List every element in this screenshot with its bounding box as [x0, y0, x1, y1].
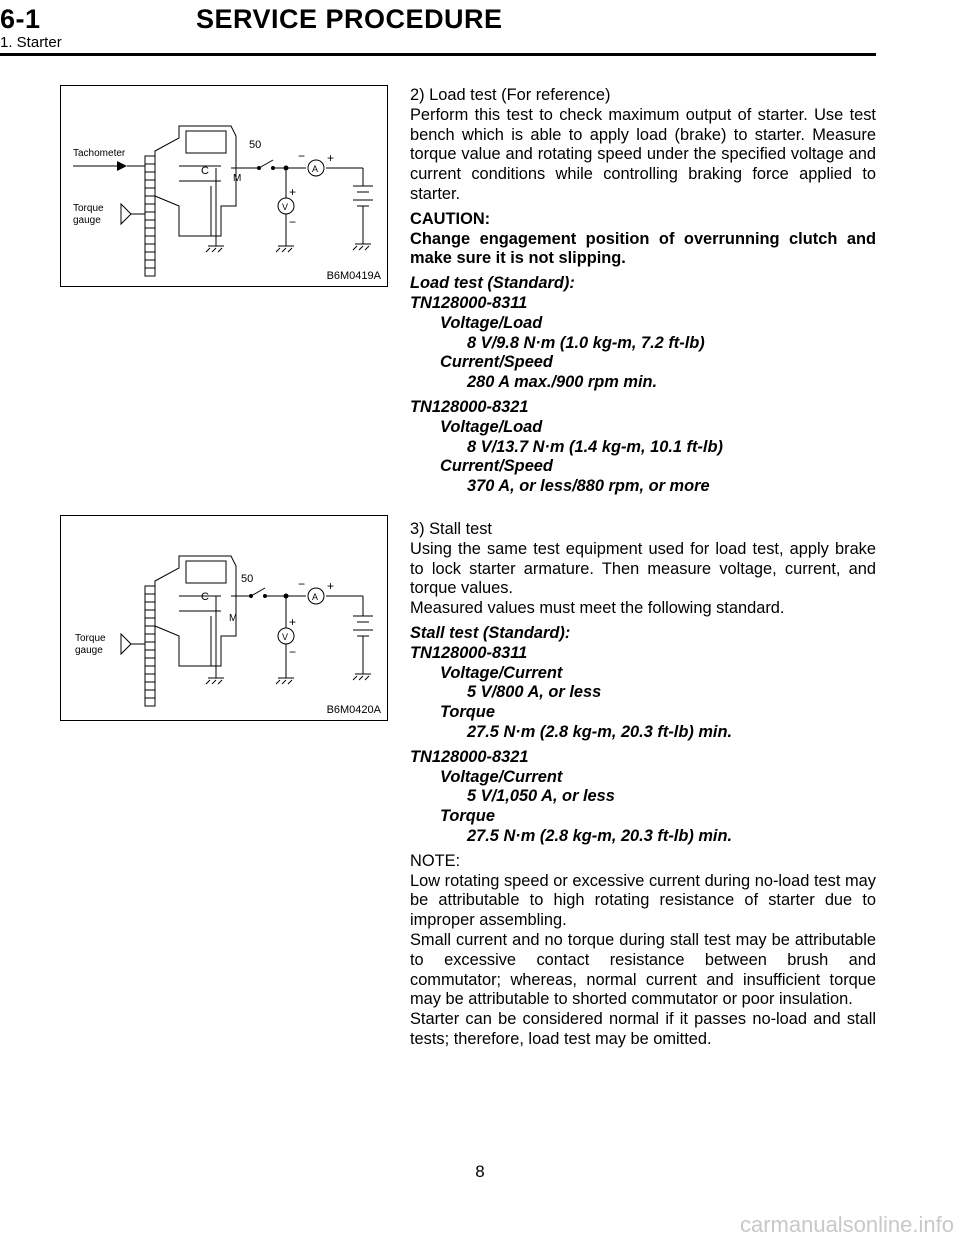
stall-model-1: TN128000-8311	[410, 643, 528, 662]
svg-text:V: V	[282, 202, 289, 212]
svg-text:+: +	[327, 151, 335, 165]
ammeter-icon	[298, 149, 334, 176]
note-title: NOTE:	[410, 851, 461, 870]
svg-text:−: −	[298, 149, 306, 163]
section-subtitle: 1. Starter	[0, 34, 62, 51]
terminal-m-label: M	[233, 173, 242, 184]
stall-std-title: Stall test (Standard):	[410, 623, 571, 642]
load-model-1: TN128000-8311	[410, 293, 528, 312]
caution-title: CAUTION:	[410, 209, 491, 228]
load-test-figure	[60, 85, 388, 287]
stall-m2-vc-label: Voltage/Current	[440, 767, 563, 786]
stall-test-figure	[60, 515, 388, 721]
load-m1-cs-label: Current/Speed	[440, 353, 553, 372]
stall-test-body-2: Measured values must meet the following standard.	[410, 599, 785, 618]
svg-text:−: −	[289, 645, 297, 659]
stall-m2-t-value: 27.5 N·m (2.8 kg-m, 20.3 ft-lb) min.	[467, 826, 733, 845]
svg-text:+: +	[289, 615, 297, 629]
starter-motor	[155, 126, 236, 236]
load-m2-vl-label: Voltage/Load	[440, 417, 543, 436]
torque-gauge-label-2: gauge	[73, 215, 101, 226]
load-model-2: TN128000-8321	[410, 397, 529, 416]
svg-text:+: +	[289, 185, 297, 199]
page-number: 8	[475, 1162, 485, 1181]
load-test-body: Perform this test to check maximum output of starter. Use test bench which is able to apply load (brake) to starter. Measure torque value and rotating speed under the specified voltage and current conditions while controlling braking force applied to starter.	[410, 105, 876, 203]
load-m2-vl-value: 8 V/13.7 N·m (1.4 kg-m, 10.1 ft-lb)	[467, 437, 723, 456]
note-paragraph-2: Small current and no torque during stall test may be attributable to excessive contact resistance between brush and commutator; whereas, normal current and insufficient torque may be attributable to shorted commutator or poor insulation.	[410, 930, 876, 1009]
page-title: SERVICE PROCEDURE	[196, 4, 503, 34]
note-paragraph-3: Starter can be considered normal if it passes no-load and stall tests; therefore, load test may be omitted.	[410, 1010, 876, 1048]
flywheel-gear	[145, 586, 155, 706]
ground-icons	[206, 246, 369, 252]
load-test-section	[410, 86, 876, 497]
ammeter-icon	[298, 577, 334, 604]
svg-text:+: +	[327, 579, 335, 593]
load-m2-cs-label: Current/Speed	[440, 457, 553, 476]
figure-code: B6M0419A	[326, 270, 381, 282]
stall-m1-t-label: Torque	[440, 703, 495, 722]
note-paragraph-1: Low rotating speed or excessive current during no-load test may be attributable to high rotating resistance of starter due to improper assembling.	[410, 871, 876, 930]
load-std-title: Load test (Standard):	[410, 274, 575, 293]
svg-text:−: −	[289, 215, 297, 229]
terminal-m-label: M	[229, 613, 238, 624]
stall-m2-t-label: Torque	[440, 807, 495, 826]
svg-text:−: −	[298, 577, 306, 591]
stall-test-diagram	[61, 516, 389, 722]
torque-gauge-label-1: Torque	[73, 203, 104, 214]
stall-m2-vc-value: 5 V/1,050 A, or less	[467, 787, 615, 806]
torque-gauge-label-2: gauge	[75, 645, 103, 656]
voltmeter-icon	[278, 615, 296, 659]
load-test-heading: 2) Load test (For reference)	[410, 86, 611, 104]
load-m1-vl-label: Voltage/Load	[440, 313, 543, 332]
terminal-c-label: C	[201, 591, 209, 603]
stall-model-2: TN128000-8321	[410, 747, 529, 766]
starter-motor	[155, 556, 236, 666]
figure-code: B6M0420A	[326, 704, 381, 716]
terminal-50-label: 50	[249, 139, 262, 151]
stall-test-heading: 3) Stall test	[410, 520, 492, 538]
watermark: carmanualsonline.info	[739, 1212, 954, 1237]
load-m2-cs-value: 370 A, or less/880 rpm, or more	[467, 477, 710, 496]
load-m1-vl-value: 8 V/9.8 N·m (1.0 kg-m, 7.2 ft-lb)	[467, 333, 705, 352]
load-test-diagram	[61, 86, 389, 288]
caution-body: Change engagement position of overrunning clutch and make sure it is not slipping.	[410, 229, 876, 268]
voltmeter-icon	[278, 185, 296, 229]
svg-text:A: A	[312, 164, 319, 174]
stall-m1-vc-label: Voltage/Current	[440, 663, 563, 682]
terminal-c-label: C	[201, 165, 209, 177]
stall-m1-vc-value: 5 V/800 A, or less	[467, 683, 602, 702]
ground-icons	[206, 676, 369, 684]
svg-text:V: V	[282, 632, 289, 642]
header-rule	[0, 53, 876, 56]
tachometer-label: Tachometer	[73, 148, 126, 159]
torque-gauge-label-1: Torque	[75, 633, 106, 644]
stall-m1-t-value: 27.5 N·m (2.8 kg-m, 20.3 ft-lb) min.	[467, 722, 733, 741]
svg-text:A: A	[312, 592, 319, 602]
load-m1-cs-value: 280 A max./900 rpm min.	[467, 373, 658, 392]
stall-test-section	[410, 520, 876, 1050]
terminal-50-label: 50	[241, 573, 254, 585]
flywheel-gear	[145, 156, 155, 276]
stall-test-body: Using the same test equipment used for load test, apply brake to lock starter armature. Then measure voltage, current, and torque values.	[410, 539, 876, 598]
section-number: 6-1	[0, 4, 41, 34]
